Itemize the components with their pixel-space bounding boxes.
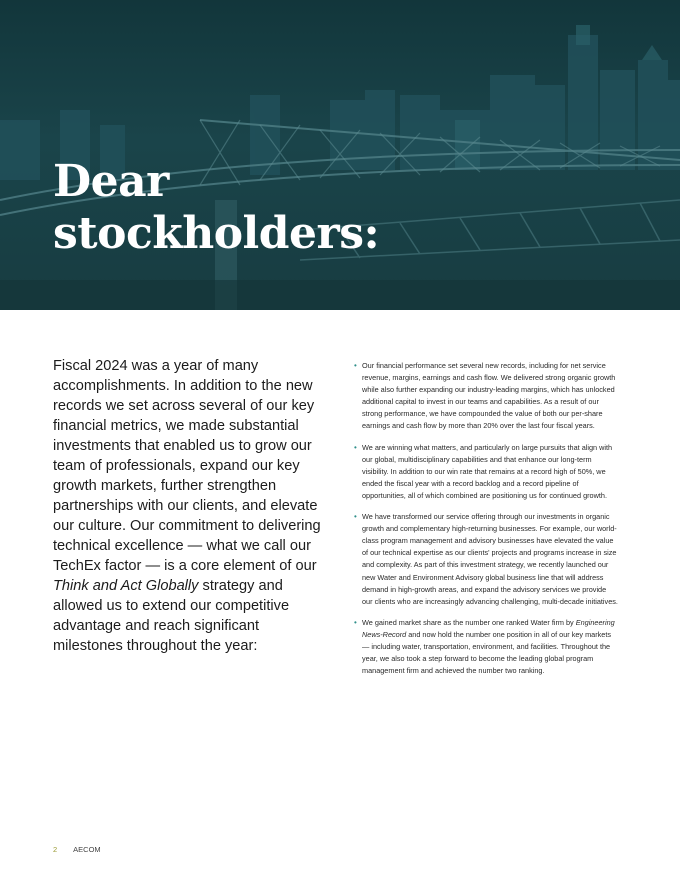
list-item-text: We have transformed our service offering through our investments in organic growth and complementary high-returning businesses. For example, our world-class program management and advisory businesses have elevated the value of our technical expertise as our clients' projects and programs increase in size and complexity. As part of this investment strategy, we recently launched our new Water and Environment Advisory global business line that will address demand in high-growth areas, and expand the advisory services we provide our clients who are increasingly advancing challenging, multi-decade initiatives. xyxy=(362,512,618,606)
strategy-name: Think and Act Globally xyxy=(53,578,199,594)
intro-text-1: Fiscal 2024 was a year of many accomplishments. In addition to the new records we set across several of our key financial metrics, we made substantial investments that enabled us to grow our team of professionals, expand our key growth markets, further strengthen partnerships with our clients, and elevate our culture. Our commitment to delivering technical excellence — what we call our TechEx factor — is a core element of our xyxy=(53,358,321,574)
page-footer xyxy=(53,845,101,854)
bullet-icon: • xyxy=(354,617,357,627)
list-item xyxy=(354,511,618,608)
bullet-icon: • xyxy=(354,361,357,370)
highlights-list xyxy=(354,360,618,686)
page-title xyxy=(53,156,513,260)
bullet-icon: • xyxy=(354,512,357,522)
intro-text-2: strategy and allowed us to extend our competitive advantage and reach significant milestones throughout the year: xyxy=(53,578,290,654)
list-item xyxy=(354,360,618,433)
company-name: AECOM xyxy=(73,845,101,854)
hero-banner xyxy=(0,0,680,310)
city-bridge-photo xyxy=(0,0,680,310)
bullet-icon: • xyxy=(354,442,357,452)
list-item-text: Our financial performance set several new records, including for net service revenue, margins, earnings and cash flow. We delivered strong organic growth while also further expanding our industry-leading margins, which has unlocked additional capital to invest in our teams and capabilities. As a result of our strong performance, we have compounded the value of both our per-share earnings and cash flow by more than 20% over the last four fiscal years. xyxy=(362,361,616,431)
list-item-text-end: and now hold the number one position in all of our key markets — including water, transportation, environment, and facilities. Throughout the year, we also took a step forward to become the leading global program management firm and achieved the number two ranking. xyxy=(362,629,612,676)
list-item-text: We are winning what matters, and particularly on large pursuits that align with our global, multidisciplinary capabilities and that enhance our long-term visibility. In addition to our win rate that remains at a record high of 50%, we ended the fiscal year with a record backlog and a record pipeline of opportunities, all of which combined are positioning us for continued growth. xyxy=(362,442,613,500)
publication-name: Engineering News-Record xyxy=(362,617,615,639)
list-item-text: We gained market share as the number one ranked Water firm by xyxy=(362,617,576,627)
title-line-2: stockholders: xyxy=(53,208,380,259)
list-item xyxy=(354,442,618,502)
title-line-1: Dear xyxy=(53,156,169,207)
intro-paragraph xyxy=(53,356,325,656)
list-item xyxy=(354,617,618,677)
page-number: 2 xyxy=(53,845,58,854)
